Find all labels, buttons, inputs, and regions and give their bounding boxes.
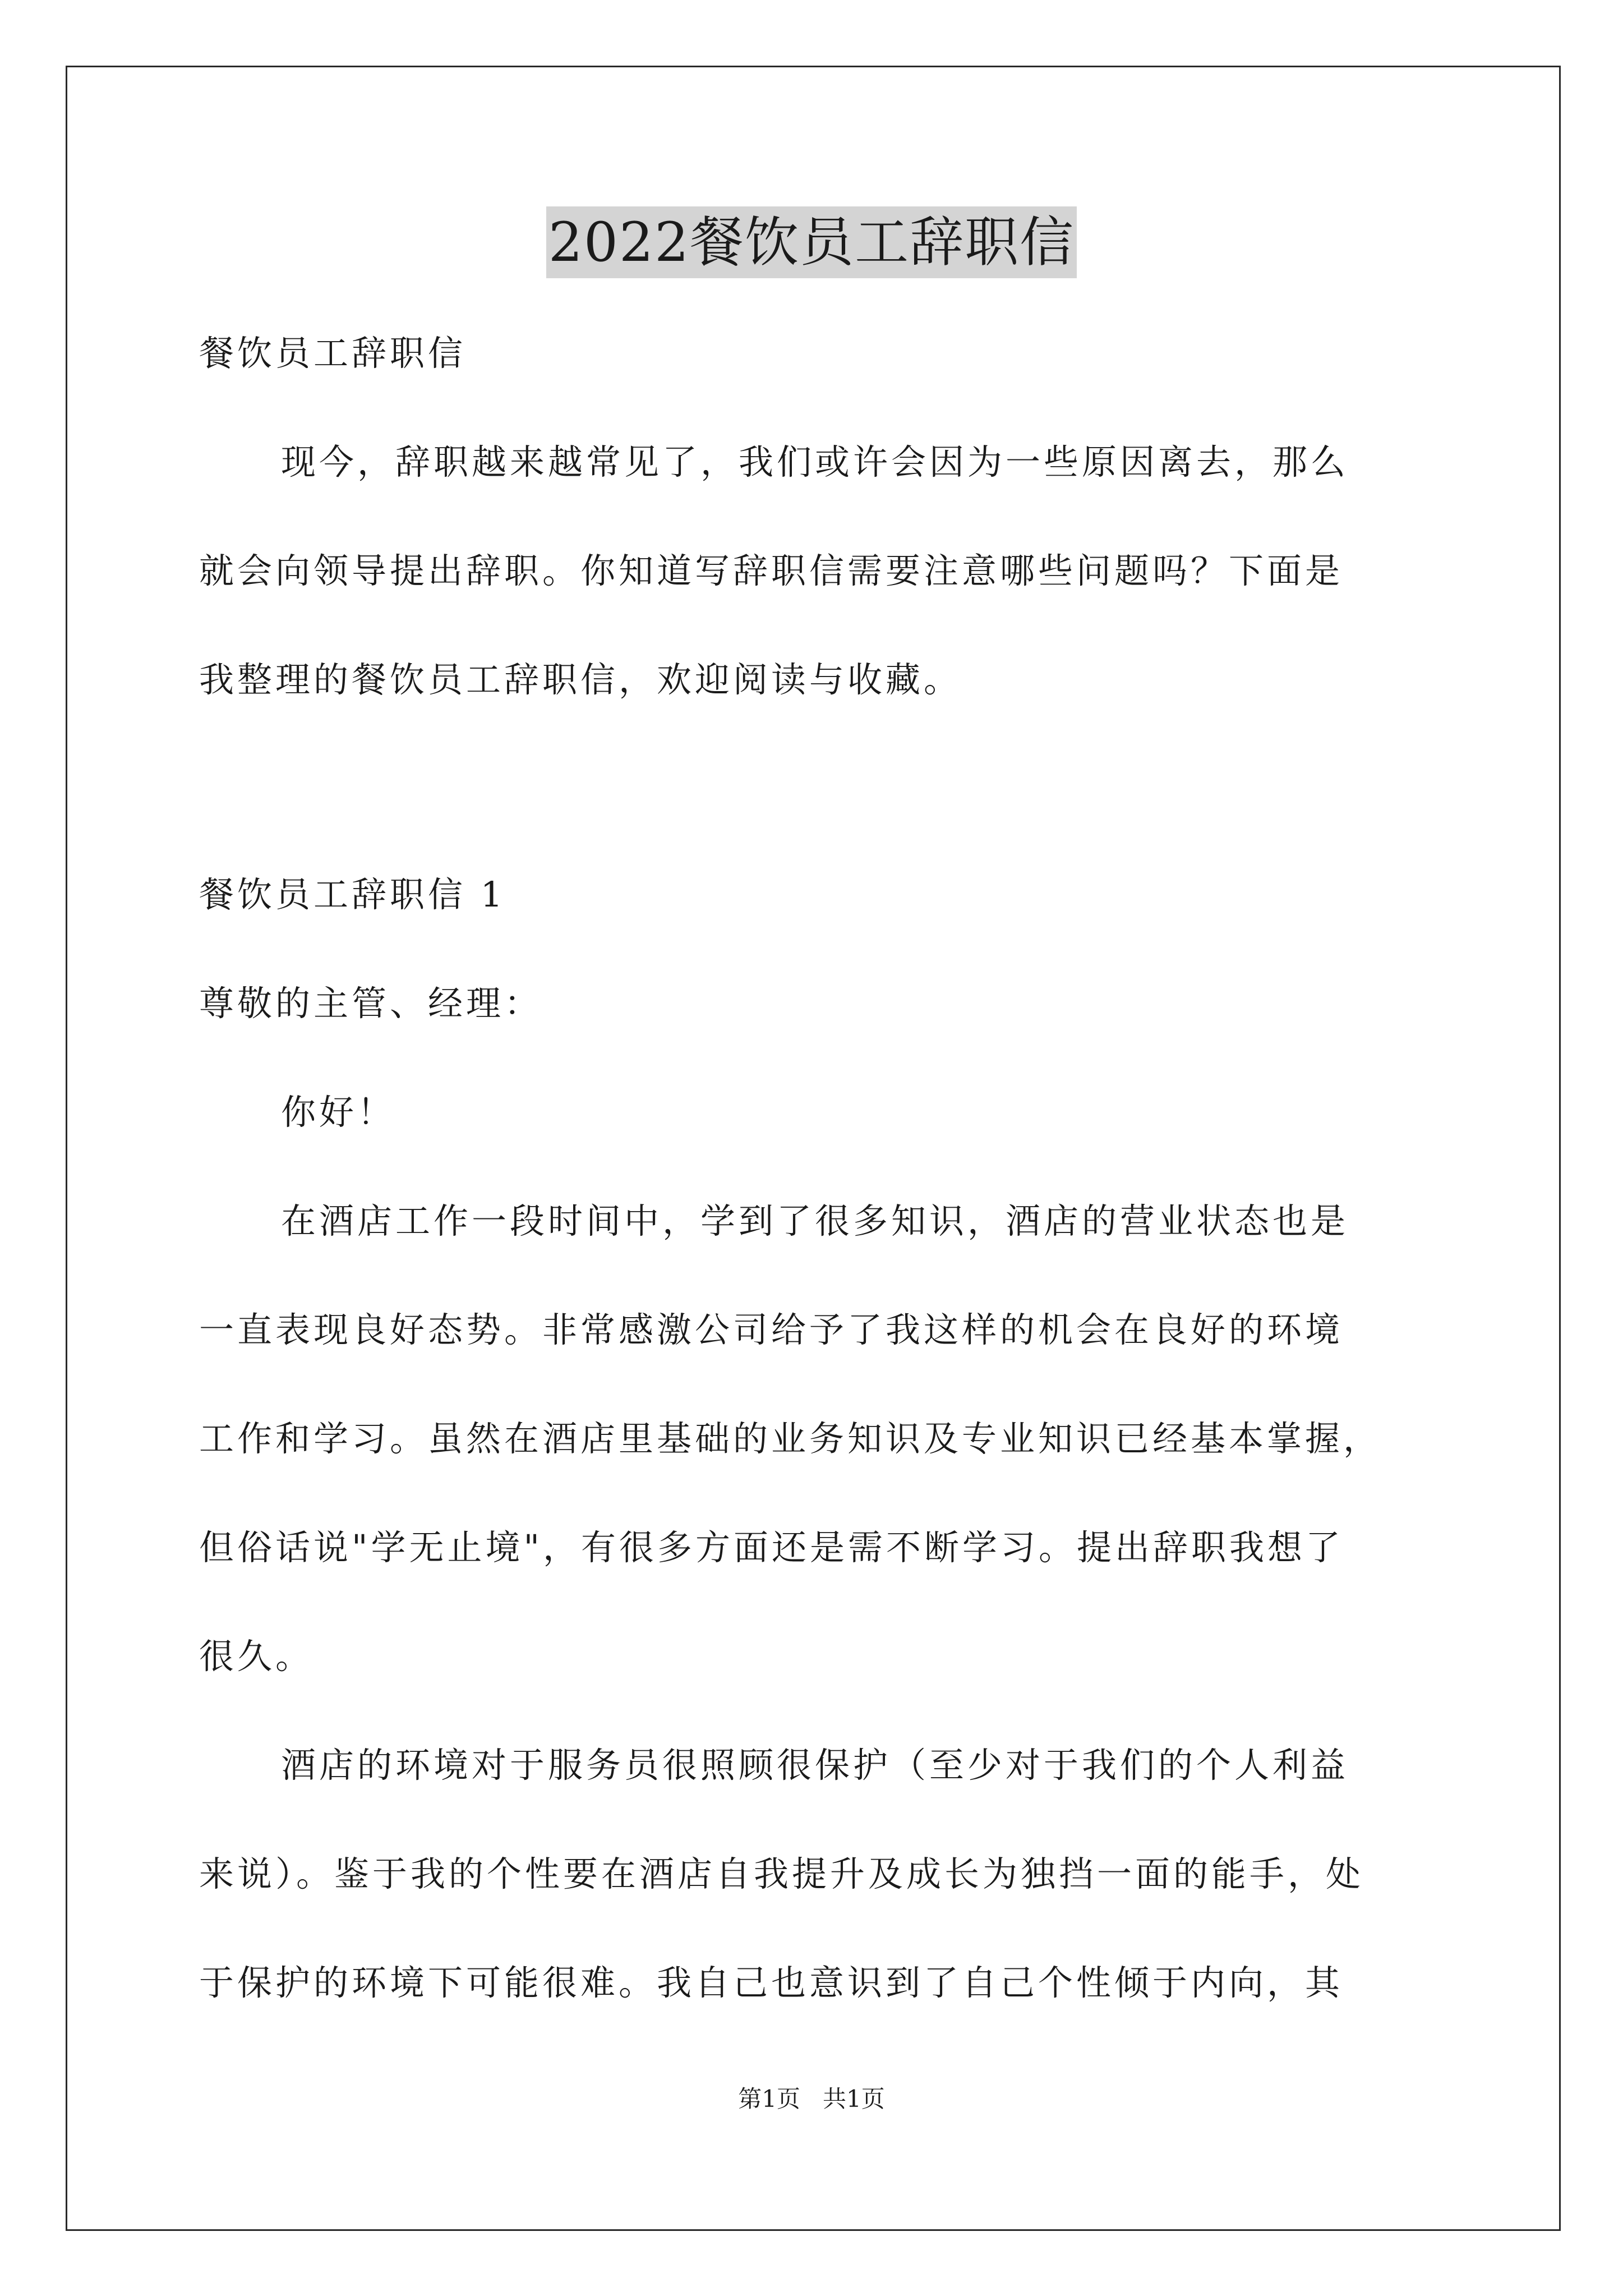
page-footer: 第1页 共1页 — [738, 2085, 885, 2113]
paragraph-line: 但俗话说"学无止境"，有很多方面还是需不断学习。提出辞职我想了 — [199, 1527, 1344, 1568]
paragraph-line: 酒店的环境对于服务员很照顾很保护（至少对于我们的个人利益 — [281, 1745, 1349, 1786]
section-heading: 餐饮员工辞职信 1 — [199, 874, 506, 915]
paragraph-line: 现今，辞职越来越常见了，我们或许会因为一些原因离去，那么 — [281, 441, 1349, 482]
section-heading: 餐饮员工辞职信 — [199, 333, 467, 374]
paragraph-line: 很久。 — [199, 1636, 314, 1677]
greeting: 你好！ — [281, 1092, 396, 1133]
paragraph-line: 来说）。鉴于我的个性要在酒店自我提升及成长为独挡一面的能手，处 — [199, 1853, 1364, 1894]
paragraph-line: 我整理的餐饮员工辞职信，欢迎阅读与收藏。 — [199, 659, 962, 700]
paragraph-line: 于保护的环境下可能很难。我自己也意识到了自己个性倾于内向，其 — [199, 1962, 1344, 2003]
title-container — [0, 206, 1623, 278]
document-title: 2022餐饮员工辞职信 — [546, 206, 1077, 278]
paragraph-line: 工作和学习。虽然在酒店里基础的业务知识及专业知识已经基本掌握， — [199, 1418, 1382, 1459]
paragraph-line: 就会向领导提出辞职。你知道写辞职信需要注意哪些问题吗？下面是 — [199, 550, 1344, 591]
salutation: 尊敬的主管、经理： — [199, 983, 543, 1024]
paragraph-line: 在酒店工作一段时间中，学到了很多知识，酒店的营业状态也是 — [281, 1200, 1349, 1241]
paragraph-line: 一直表现良好态势。非常感激公司给予了我这样的机会在良好的环境 — [199, 1309, 1344, 1350]
page-border — [66, 66, 1561, 2231]
